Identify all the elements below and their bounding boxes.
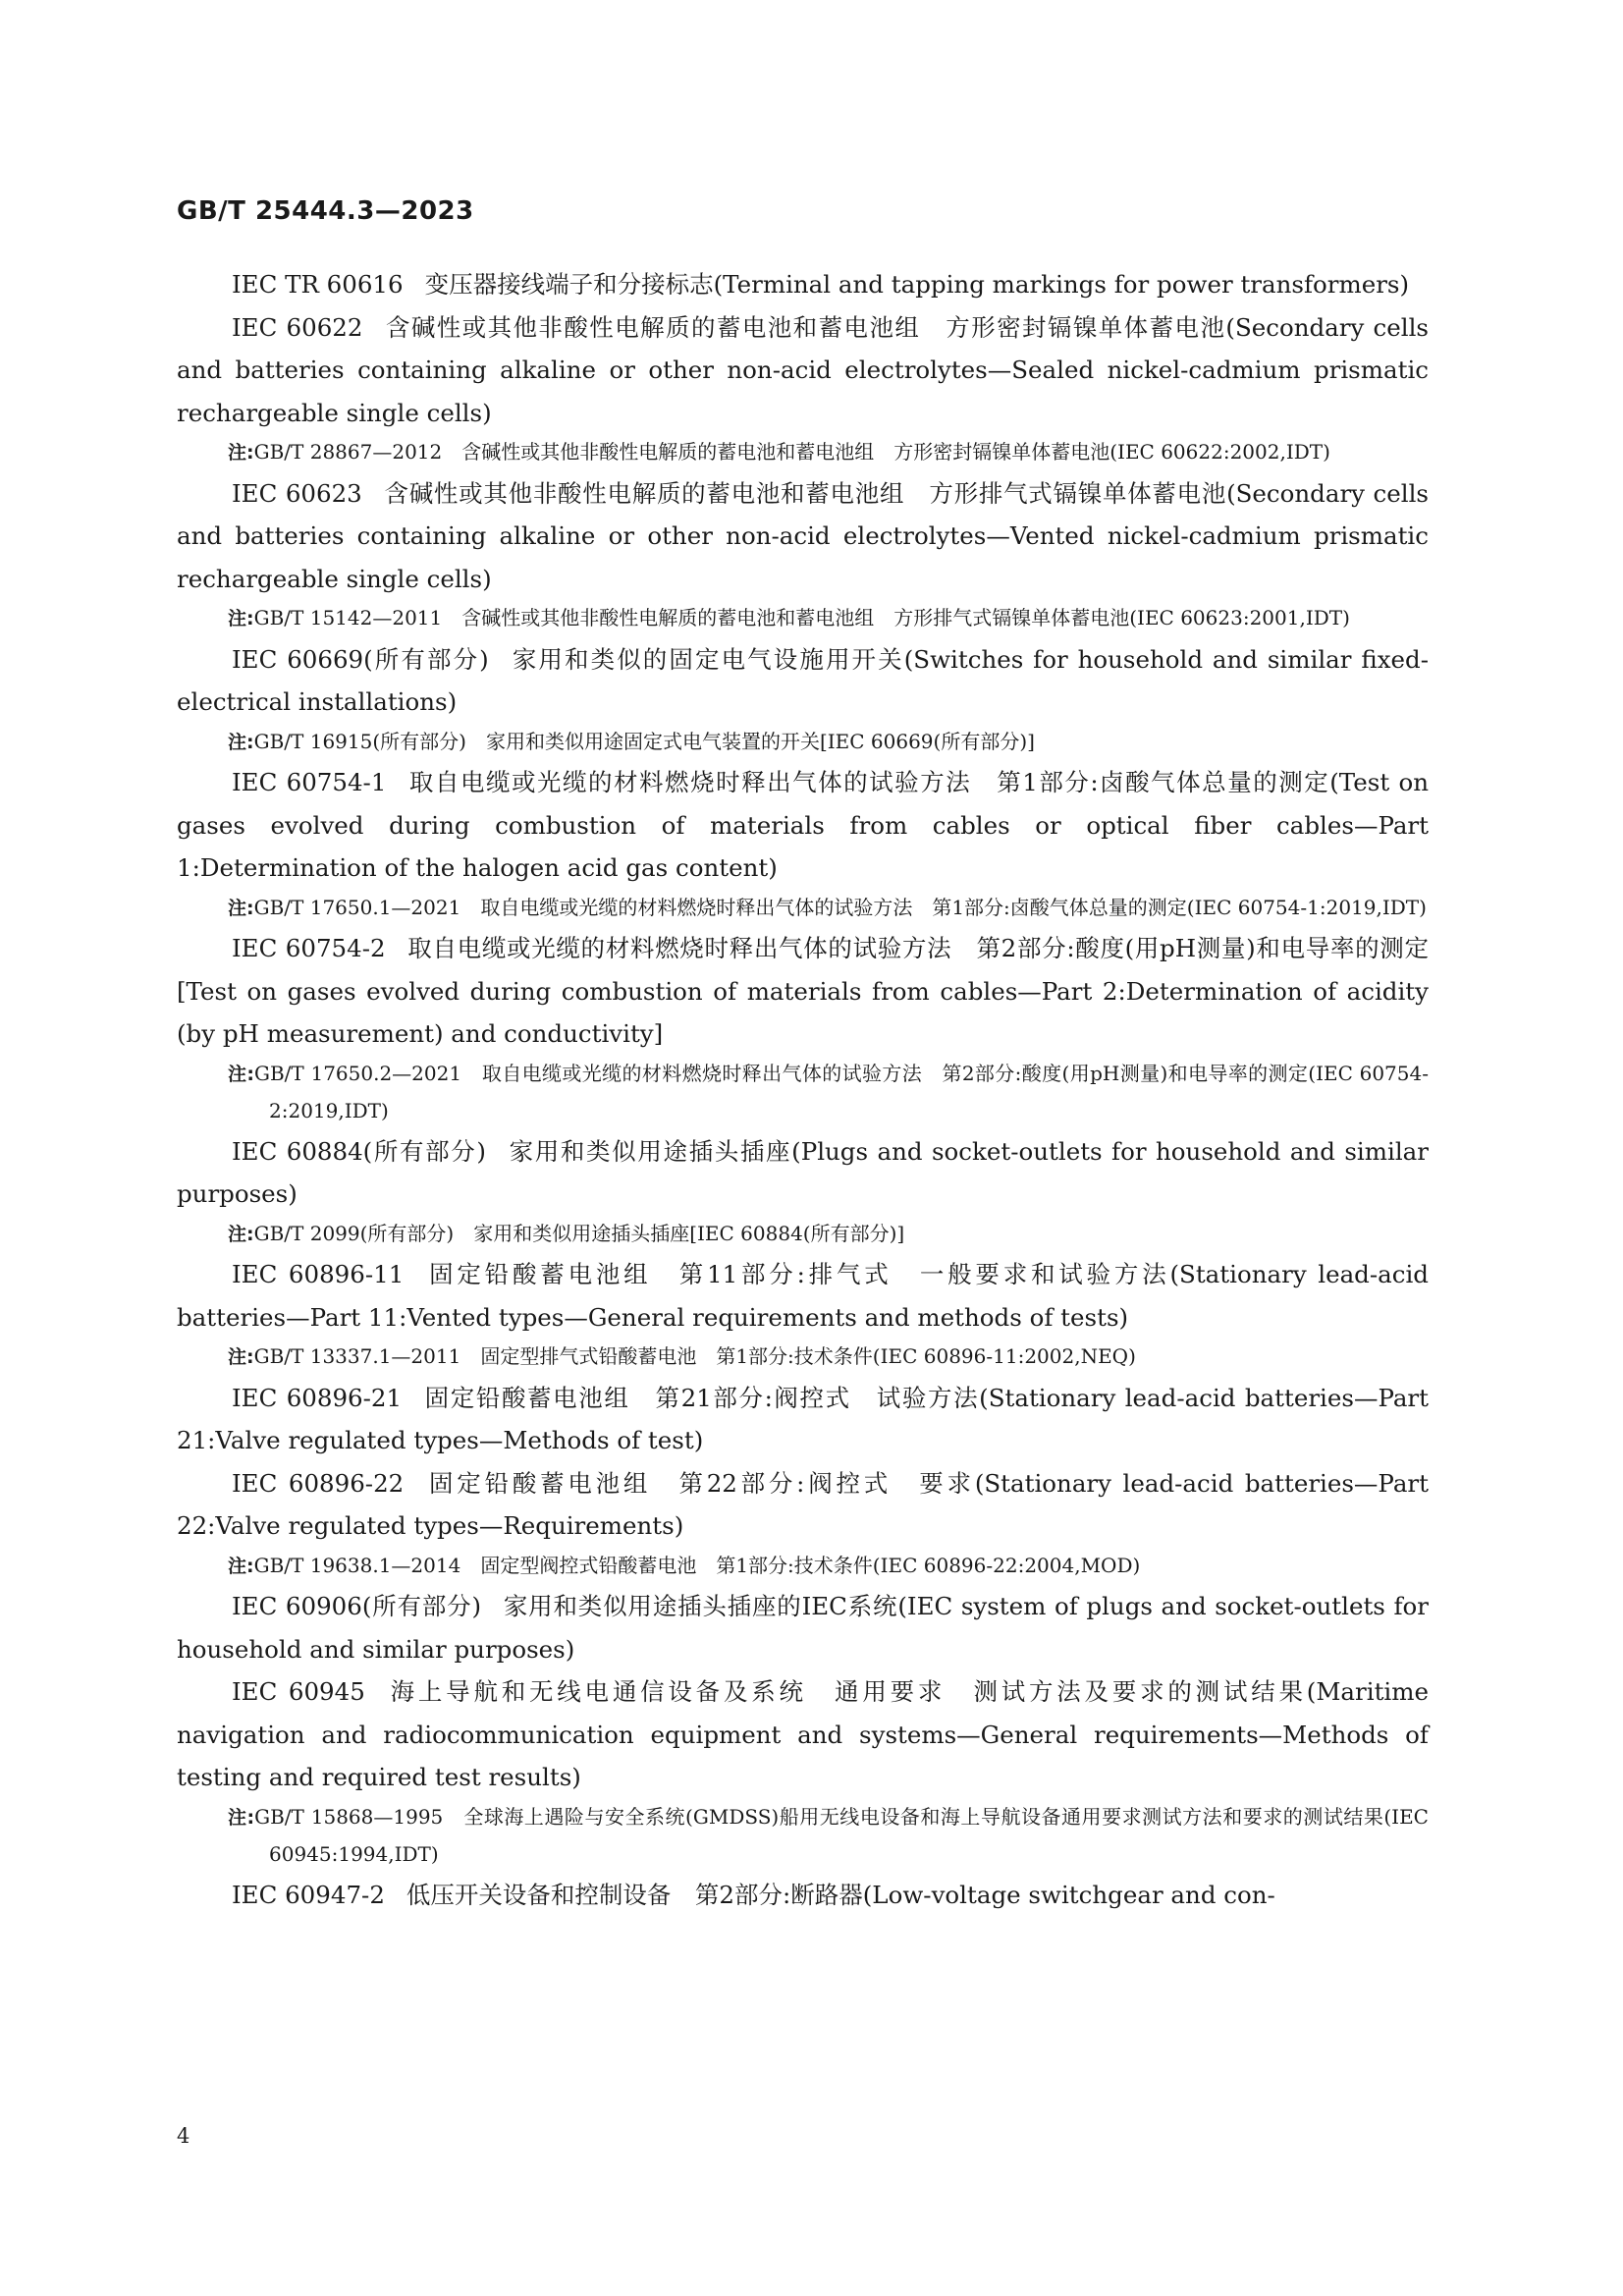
reference-paragraph [177, 927, 1429, 1056]
reference-code: IEC 60896-11 [232, 1260, 405, 1288]
reference-note [228, 890, 1429, 928]
reference-paragraph [177, 1253, 1429, 1339]
note-text: GB/T 2099(所有部分) 家用和类似用途插头插座[IEC 60884(所有部分)] [253, 1221, 905, 1245]
reference-code: IEC 60754-1 [232, 768, 387, 796]
reference-entry [177, 1670, 1429, 1874]
reference-note [228, 600, 1429, 638]
reference-title: 固定铅酸蓄电池组 第11部分:排气式 一般要求和试验方法(Stationary lead-acid batteries—Part 11:Vented types—General requirements and methods of tests) [177, 1260, 1429, 1332]
reference-paragraph [177, 306, 1429, 435]
reference-entry [177, 638, 1429, 762]
reference-note [228, 1216, 1429, 1254]
reference-code: IEC 60884(所有部分) [232, 1136, 486, 1166]
reference-entry [177, 1377, 1429, 1462]
reference-title: 取自电缆或光缆的材料燃烧时释出气体的试验方法 第2部分:酸度(用pH测量)和电导率的测定[Test on gases evolved during combustion of materials from cables—Part 2:Determination of acidity (by pH measurement) and conductivity] [177, 934, 1429, 1048]
reference-code: IEC 60945 [232, 1677, 365, 1706]
reference-entry [177, 1462, 1429, 1586]
page-number: 4 [177, 2124, 190, 2148]
reference-title: 含碱性或其他非酸性电解质的蓄电池和蓄电池组 方形密封镉镍单体蓄电池(Secondary cells and batteries containing alkaline or other non-acid electrolytes—Sealed nickel-cadmium prismatic rechargeable single cells) [177, 312, 1429, 427]
reference-code: IEC 60622 [232, 312, 363, 342]
reference-entry [177, 1130, 1429, 1254]
reference-paragraph [177, 638, 1429, 724]
reference-paragraph [177, 472, 1429, 601]
note-text: GB/T 17650.2—2021 取自电缆或光缆的材料燃烧时释出气体的试验方法 第2部分:酸度(用pH测量)和电导率的测定(IEC 60754-2:2019,IDT) [253, 1061, 1429, 1122]
reference-code: IEC 60896-21 [232, 1383, 403, 1412]
reference-title: 固定铅酸蓄电池组 第21部分:阀控式 试验方法(Stationary lead-acid batteries—Part 21:Valve regulated types—Methods of test) [177, 1383, 1429, 1454]
reference-paragraph [177, 1130, 1429, 1216]
reference-entry [177, 472, 1429, 638]
reference-paragraph [177, 1462, 1429, 1548]
note-label: 注: [228, 1223, 254, 1245]
reference-paragraph [177, 1874, 1429, 1917]
reference-title: 海上导航和无线电通信设备及系统 通用要求 测试方法及要求的测试结果(Maritime navigation and radiocommunication equipment and systems—General requirements—Methods of testing and required test results) [177, 1677, 1429, 1791]
note-text: GB/T 16915(所有部分) 家用和类似用途固定式电气装置的开关[IEC 60669(所有部分)] [253, 729, 1035, 753]
reference-entry [177, 306, 1429, 472]
reference-title: 变压器接线端子和分接标志(Terminal and tapping markings for power transformers) [424, 270, 1410, 299]
note-text: GB/T 15142—2011 含碱性或其他非酸性电解质的蓄电池和蓄电池组 方形排气式镉镍单体蓄电池(IEC 60623:2001,IDT) [253, 606, 1350, 629]
reference-paragraph [177, 1670, 1429, 1799]
reference-code: IEC 60754-2 [232, 934, 386, 962]
reference-code: IEC 60623 [232, 478, 362, 508]
reference-code: IEC 60669(所有部分) [232, 644, 489, 674]
reference-paragraph [177, 1377, 1429, 1462]
reference-paragraph [177, 263, 1429, 306]
note-label: 注: [228, 731, 254, 753]
note-label: 注: [228, 1555, 254, 1577]
reference-entry [177, 761, 1429, 927]
reference-note [228, 1548, 1429, 1586]
reference-note [228, 434, 1429, 472]
note-text: GB/T 13337.1—2011 固定型排气式铅酸蓄电池 第1部分:技术条件(IEC 60896-11:2002,NEQ) [253, 1344, 1136, 1368]
reference-code: IEC 60906(所有部分) [232, 1592, 482, 1620]
note-text: GB/T 28867—2012 含碱性或其他非酸性电解质的蓄电池和蓄电池组 方形密封镉镍单体蓄电池(IEC 60622:2002,IDT) [253, 440, 1330, 464]
reference-note [228, 1339, 1429, 1377]
reference-title: 家用和类似用途插头插座(Plugs and socket-outlets for household and similar purposes) [177, 1136, 1429, 1208]
reference-note [228, 1799, 1429, 1874]
reference-title: 低压开关设备和控制设备 第2部分:断路器(Low-voltage switchgear and con- [406, 1880, 1275, 1909]
note-label: 注: [228, 608, 254, 629]
reference-paragraph [177, 1585, 1429, 1670]
reference-code: IEC 60947-2 [232, 1880, 385, 1909]
reference-note [228, 1056, 1429, 1130]
reference-title: 家用和类似用途插头插座的IEC系统(IEC system of plugs and socket-outlets for household and similar purposes) [177, 1592, 1429, 1664]
reference-title: 家用和类似的固定电气设施用开关(Switches for household and similar fixed-electrical installations) [177, 644, 1429, 716]
reference-paragraph [177, 761, 1429, 890]
reference-entry [177, 263, 1429, 306]
note-label: 注: [228, 1806, 255, 1829]
reference-entry [177, 1585, 1429, 1670]
reference-note [228, 724, 1429, 762]
note-text: GB/T 19638.1—2014 固定型阀控式铅酸蓄电池 第1部分:技术条件(IEC 60896-22:2004,MOD) [253, 1553, 1141, 1577]
reference-code: IEC TR 60616 [232, 270, 404, 299]
note-text: GB/T 17650.1—2021 取自电缆或光缆的材料燃烧时释出气体的试验方法 第1部分:卤酸气体总量的测定(IEC 60754-1:2019,IDT) [253, 895, 1427, 919]
document-id-header: GB/T 25444.3—2023 [177, 196, 474, 226]
note-label: 注: [228, 442, 254, 464]
reference-entry [177, 927, 1429, 1130]
note-label: 注: [228, 1063, 254, 1085]
reference-title: 取自电缆或光缆的材料燃烧时释出气体的试验方法 第1部分:卤酸气体总量的测定(Test on gases evolved during combustion of materials from cables or optical fiber cables—Part 1:Determination of the halogen acid gas content) [177, 768, 1429, 882]
reference-entry [177, 1253, 1429, 1377]
note-text: GB/T 15868—1995 全球海上遇险与安全系统(GMDSS)船用无线电设备和海上导航设备通用要求测试方法和要求的测试结果(IEC 60945:1994,IDT) [254, 1804, 1429, 1866]
note-label: 注: [228, 1346, 254, 1368]
normative-references-list [177, 263, 1429, 1916]
reference-code: IEC 60896-22 [232, 1468, 405, 1498]
reference-title: 含碱性或其他非酸性电解质的蓄电池和蓄电池组 方形排气式镉镍单体蓄电池(Secondary cells and batteries containing alkaline or other non-acid electrolytes—Vented nickel-cadmium prismatic rechargeable single cells) [177, 478, 1429, 593]
reference-title: 固定铅酸蓄电池组 第22部分:阀控式 要求(Stationary lead-acid batteries—Part 22:Valve regulated types—Requirements) [177, 1468, 1429, 1540]
note-label: 注: [228, 897, 254, 919]
reference-entry [177, 1874, 1429, 1917]
